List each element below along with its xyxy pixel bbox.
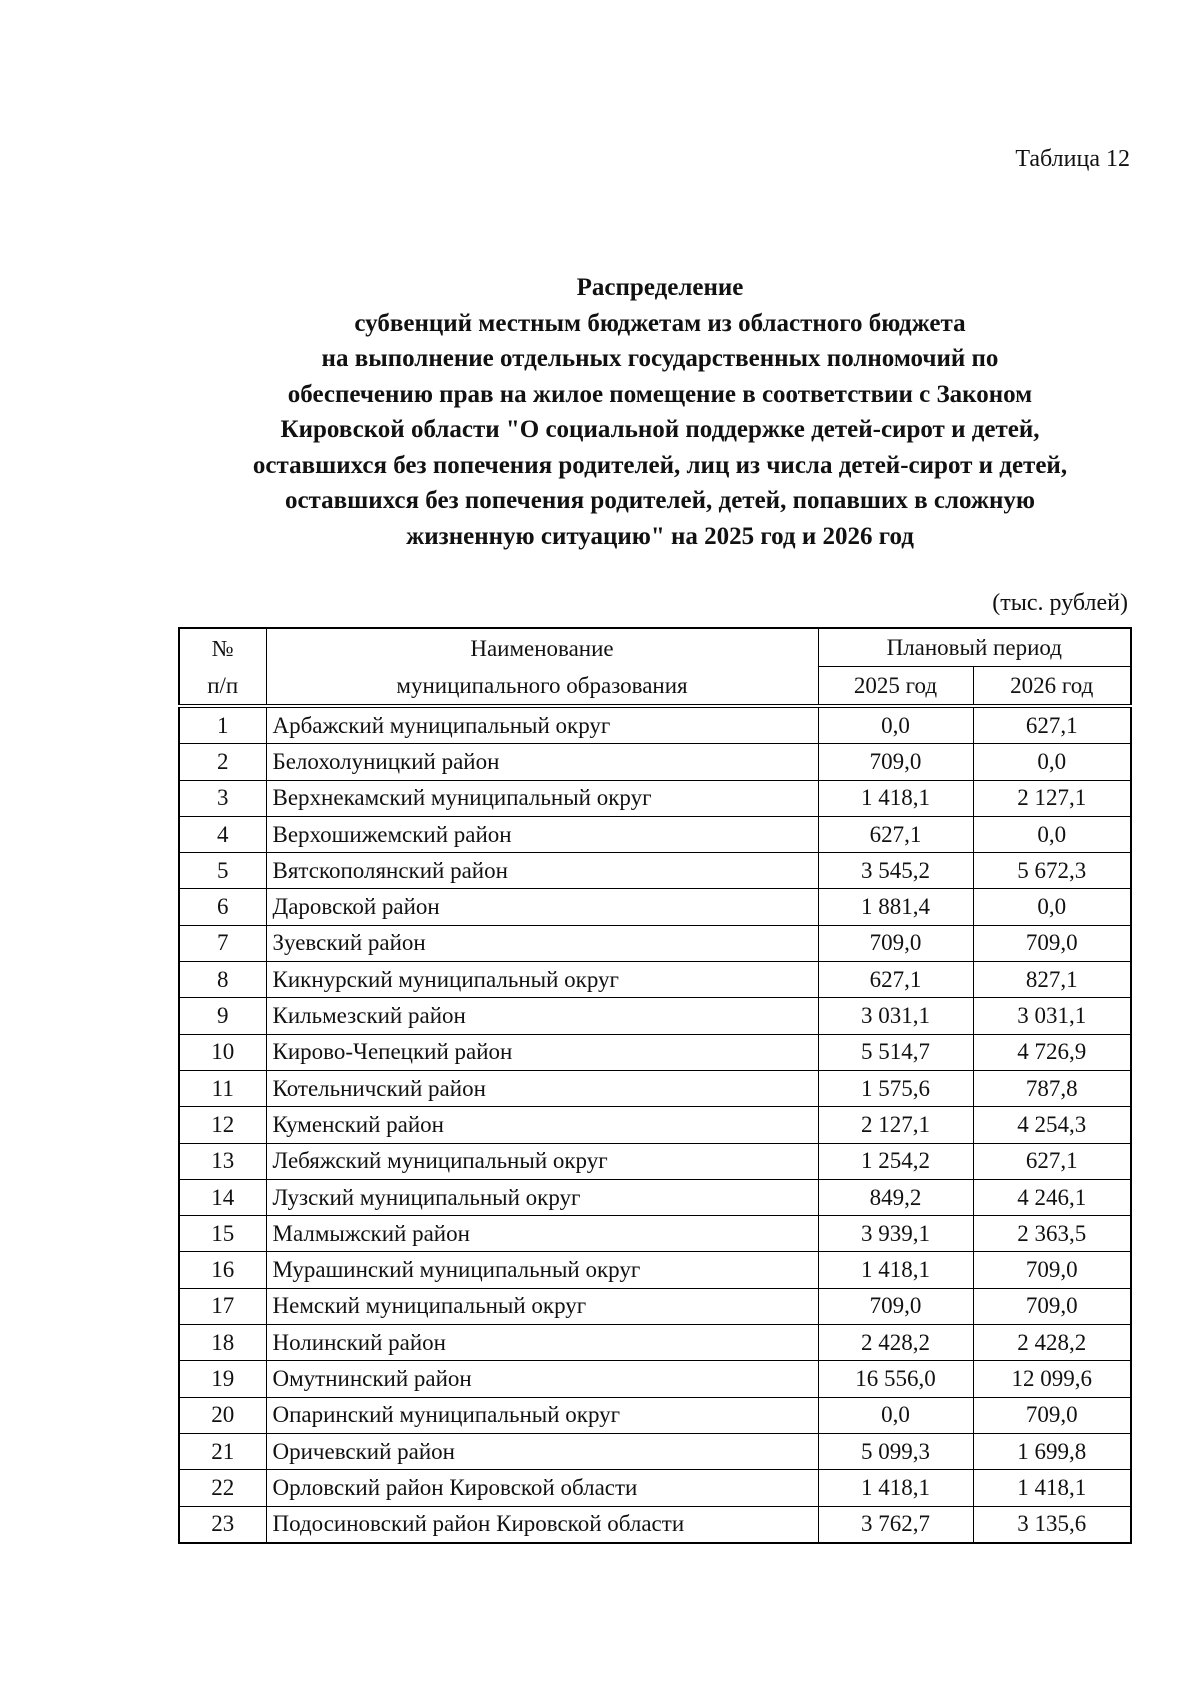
table-row	[179, 1288, 1131, 1324]
table-row	[179, 706, 1131, 744]
value-2025: 1 418,1	[818, 1252, 973, 1288]
header-year-2026: 2026 год	[973, 667, 1131, 707]
municipality-name: Куменский район	[266, 1107, 818, 1143]
municipality-name: Вятскополянский район	[266, 853, 818, 889]
header-name-line1: Наименование	[470, 635, 614, 661]
value-2026: 1 418,1	[973, 1470, 1131, 1506]
table-row	[179, 816, 1131, 852]
table-row	[179, 1433, 1131, 1469]
value-2025: 3 939,1	[818, 1216, 973, 1252]
value-2025: 3 031,1	[818, 998, 973, 1034]
value-2025: 1 418,1	[818, 780, 973, 816]
header-number-line2: п/п	[207, 672, 239, 698]
row-number: 9	[179, 998, 266, 1034]
table-header	[179, 628, 1131, 706]
table-row	[179, 1325, 1131, 1361]
value-2026: 5 672,3	[973, 853, 1131, 889]
value-2025: 627,1	[818, 816, 973, 852]
municipality-name: Нолинский район	[266, 1325, 818, 1361]
subventions-table	[178, 627, 1132, 1544]
value-2025: 5 514,7	[818, 1034, 973, 1070]
municipality-name: Даровской район	[266, 889, 818, 925]
value-2026: 2 363,5	[973, 1216, 1131, 1252]
value-2026: 4 246,1	[973, 1179, 1131, 1215]
municipality-name: Кикнурский муниципальный округ	[266, 962, 818, 998]
value-2025: 2 127,1	[818, 1107, 973, 1143]
value-2025: 2 428,2	[818, 1325, 973, 1361]
row-number: 19	[179, 1361, 266, 1397]
table-row	[179, 744, 1131, 780]
value-2026: 0,0	[973, 889, 1131, 925]
table-row	[179, 1216, 1131, 1252]
value-2025: 627,1	[818, 962, 973, 998]
municipality-name: Кильмезский район	[266, 998, 818, 1034]
municipality-name: Малмыжский район	[266, 1216, 818, 1252]
row-number: 11	[179, 1070, 266, 1106]
value-2025: 3 762,7	[818, 1506, 973, 1543]
title-line: оставшихся без попечения родителей, лиц из числа детей-сирот и детей,	[252, 451, 1068, 479]
value-2025: 709,0	[818, 925, 973, 961]
municipality-name: Оричевский район	[266, 1433, 818, 1469]
municipality-name: Белохолуницкий район	[266, 744, 818, 780]
table-row	[179, 962, 1131, 998]
table-row	[179, 998, 1131, 1034]
table-row	[179, 889, 1131, 925]
row-number: 21	[179, 1433, 266, 1469]
title-line: жизненную ситуацию" на 2025 год и 2026 год	[406, 522, 914, 550]
value-2026: 709,0	[973, 1252, 1131, 1288]
value-2025: 16 556,0	[818, 1361, 973, 1397]
value-2026: 3 135,6	[973, 1506, 1131, 1543]
table-body	[179, 706, 1131, 1543]
municipality-name: Котельничский район	[266, 1070, 818, 1106]
table-row	[179, 780, 1131, 816]
table-row	[179, 925, 1131, 961]
row-number: 17	[179, 1288, 266, 1324]
title-line: Кировской области "О социальной поддержке детей-сирот и детей,	[280, 416, 1040, 443]
municipality-name: Кирово-Чепецкий район	[266, 1034, 818, 1070]
row-number: 4	[179, 816, 266, 852]
row-number: 22	[179, 1470, 266, 1506]
title-line: оставшихся без попечения родителей, детей, попавших в сложную	[284, 487, 1036, 514]
row-number: 16	[179, 1252, 266, 1288]
value-2026: 627,1	[973, 706, 1131, 744]
municipality-name: Арбажский муниципальный округ	[266, 706, 818, 744]
table-row	[179, 1034, 1131, 1070]
title-line: субвенций местным бюджетам из областного бюджета	[354, 309, 966, 337]
header-number	[179, 628, 266, 706]
value-2026: 627,1	[973, 1143, 1131, 1179]
value-2026: 0,0	[973, 744, 1131, 780]
municipality-name: Омутнинский район	[266, 1361, 818, 1397]
units-label: (тыс. рублей)	[992, 590, 1128, 616]
value-2026: 709,0	[973, 925, 1131, 961]
value-2025: 5 099,3	[818, 1433, 973, 1469]
table-row	[179, 1252, 1131, 1288]
row-number: 15	[179, 1216, 266, 1252]
value-2025: 3 545,2	[818, 853, 973, 889]
municipality-name: Верхошижемский район	[266, 816, 818, 852]
table-row	[179, 853, 1131, 889]
header-name-line2: муниципального образования	[396, 672, 688, 698]
value-2026: 4 254,3	[973, 1107, 1131, 1143]
municipality-name: Опаринский муниципальный округ	[266, 1397, 818, 1433]
document-title	[0, 270, 1200, 554]
value-2026: 709,0	[973, 1288, 1131, 1324]
row-number: 14	[179, 1179, 266, 1215]
value-2026: 1 699,8	[973, 1433, 1131, 1469]
value-2025: 1 575,6	[818, 1070, 973, 1106]
value-2026: 0,0	[973, 816, 1131, 852]
value-2025: 709,0	[818, 1288, 973, 1324]
value-2025: 1 881,4	[818, 889, 973, 925]
row-number: 10	[179, 1034, 266, 1070]
table-label: Таблица 12	[1015, 146, 1130, 172]
title-line: обеспечению прав на жилое помещение в соответствии с Законом	[287, 380, 1033, 408]
municipality-name: Лузский муниципальный округ	[266, 1179, 818, 1215]
value-2026: 709,0	[973, 1397, 1131, 1433]
table-row	[179, 1143, 1131, 1179]
row-number: 5	[179, 853, 266, 889]
table-row	[179, 1070, 1131, 1106]
row-number: 2	[179, 744, 266, 780]
value-2026: 3 031,1	[973, 998, 1131, 1034]
header-period: Плановый период	[818, 628, 1131, 667]
municipality-name: Зуевский район	[266, 925, 818, 961]
value-2025: 709,0	[818, 744, 973, 780]
value-2026: 12 099,6	[973, 1361, 1131, 1397]
table-row	[179, 1179, 1131, 1215]
municipality-name: Верхнекамский муниципальный округ	[266, 780, 818, 816]
table-row	[179, 1397, 1131, 1433]
header-name	[266, 628, 818, 706]
title-line: Распределение	[576, 274, 744, 301]
value-2025: 849,2	[818, 1179, 973, 1215]
row-number: 20	[179, 1397, 266, 1433]
title-line: на выполнение отдельных государственных полномочий по	[321, 345, 999, 372]
table-row	[179, 1506, 1131, 1543]
row-number: 3	[179, 780, 266, 816]
row-number: 7	[179, 925, 266, 961]
value-2026: 2 127,1	[973, 780, 1131, 816]
value-2025: 1 418,1	[818, 1470, 973, 1506]
municipality-name: Лебяжский муниципальный округ	[266, 1143, 818, 1179]
municipality-name: Мурашинский муниципальный округ	[266, 1252, 818, 1288]
table-row	[179, 1361, 1131, 1397]
municipality-name: Немский муниципальный округ	[266, 1288, 818, 1324]
table-row	[179, 1107, 1131, 1143]
row-number: 6	[179, 889, 266, 925]
row-number: 8	[179, 962, 266, 998]
municipality-name: Подосиновский район Кировской области	[266, 1506, 818, 1543]
row-number: 13	[179, 1143, 266, 1179]
row-number: 12	[179, 1107, 266, 1143]
row-number: 18	[179, 1325, 266, 1361]
row-number: 23	[179, 1506, 266, 1543]
value-2026: 2 428,2	[973, 1325, 1131, 1361]
value-2025: 0,0	[818, 706, 973, 744]
value-2025: 1 254,2	[818, 1143, 973, 1179]
value-2026: 827,1	[973, 962, 1131, 998]
value-2025: 0,0	[818, 1397, 973, 1433]
header-number-line1: №	[211, 635, 234, 661]
table-row	[179, 1470, 1131, 1506]
header-year-2025: 2025 год	[818, 667, 973, 707]
value-2026: 4 726,9	[973, 1034, 1131, 1070]
row-number: 1	[179, 706, 266, 744]
value-2026: 787,8	[973, 1070, 1131, 1106]
municipality-name: Орловский район Кировской области	[266, 1470, 818, 1506]
